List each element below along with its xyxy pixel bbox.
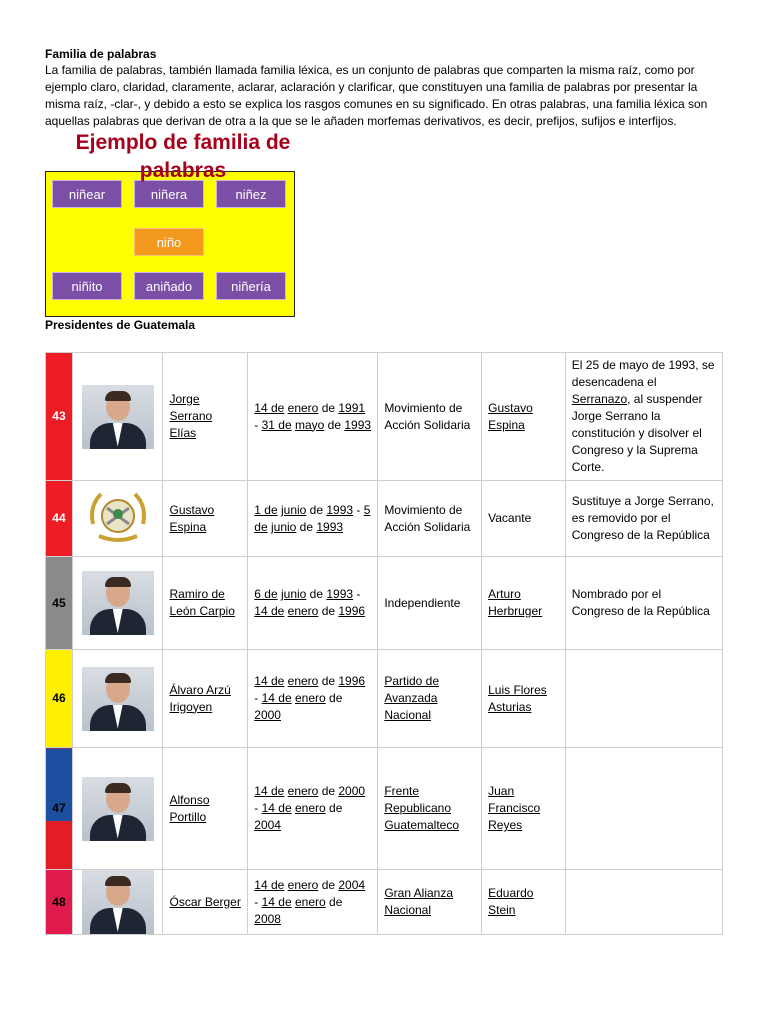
- term-dates-cell: 14 de enero de 2000 - 14 de enero de 2004: [248, 748, 378, 870]
- date-link[interactable]: junio: [280, 502, 307, 517]
- portrait-photo: [82, 571, 154, 635]
- vice-president-link[interactable]: Juan Francisco Reyes: [488, 784, 541, 832]
- date-link[interactable]: enero: [287, 604, 319, 618]
- photo-cell: [72, 481, 163, 557]
- notes-cell: [565, 748, 722, 870]
- date-link[interactable]: 14 de: [254, 784, 285, 798]
- presidents-title: Presidentes de Guatemala: [45, 318, 196, 332]
- president-name-link[interactable]: Óscar Berger: [169, 894, 241, 909]
- date-link[interactable]: enero: [287, 784, 319, 798]
- notes-text: Sustituye a Jorge Serrano, es removido por el Congreso de la República: [571, 494, 714, 542]
- date-link[interactable]: 1 de: [254, 502, 278, 517]
- photo-cell: [72, 557, 163, 650]
- party-cell: [378, 870, 482, 935]
- term-dates-cell: 14 de enero de 1991 - 31 de mayo de 1993: [248, 353, 378, 481]
- table-row: [46, 557, 723, 650]
- term-dates-cell: 6 de junio de 1993 - 14 de enero de 1996: [248, 557, 378, 650]
- year-link[interactable]: 1996: [338, 674, 366, 688]
- date-link[interactable]: 5 de: [254, 502, 371, 534]
- intro-paragraph: La familia de palabras, también llamada familia léxica, es un conjunto de palabras que comparten la misma raíz, como por ejemplo claro, claridad, claramente, aclarar, aclaración y clarificar, que constituyen una familia de palabras por presentar la misma raíz, -clar-, y debido a esto se explica los rasgos comunes en su significado. En otras palabras, una familia léxica son aquellas palabras que derivan de otra a la que se le añaden morfemas derivativos, es decir, prefijos, sufijos e interfijos.: [45, 63, 708, 128]
- year-link[interactable]: 1993: [316, 519, 344, 534]
- word-chip: niñear: [52, 180, 122, 208]
- vice-president-link[interactable]: Gustavo Espina: [488, 400, 533, 432]
- party-link[interactable]: Frente Republicano Guatemalteco: [384, 784, 460, 832]
- party-text: Independiente: [384, 595, 461, 610]
- portrait-photo: [82, 667, 154, 731]
- year-link[interactable]: 2004: [254, 818, 281, 832]
- year-link[interactable]: 1996: [338, 604, 366, 618]
- date-link[interactable]: enero: [295, 801, 326, 815]
- party-link[interactable]: Partido de Avanzada Nacional: [384, 674, 440, 722]
- vice-president-cell: [482, 557, 566, 650]
- year-link[interactable]: 1993: [344, 417, 372, 432]
- date-link[interactable]: 14 de: [254, 604, 285, 618]
- party-text: Movimiento de Acción Solidaria: [384, 400, 471, 432]
- party-cell: [378, 748, 482, 870]
- date-link[interactable]: 14 de: [261, 801, 292, 815]
- date-link[interactable]: junio: [270, 519, 297, 534]
- year-link[interactable]: 1991: [338, 400, 366, 415]
- term-number-cell: 46: [46, 650, 73, 748]
- portrait-photo: [82, 870, 154, 934]
- vice-president-cell: [482, 650, 566, 748]
- president-name-cell: [163, 748, 248, 870]
- portrait-photo: [82, 777, 154, 841]
- president-name-cell: [163, 557, 248, 650]
- section-heading: Familia de palabras: [45, 47, 157, 61]
- portrait-photo: [82, 385, 154, 449]
- notes-cell: [565, 557, 722, 650]
- year-link[interactable]: 2000: [338, 784, 366, 798]
- notes-cell: [565, 353, 722, 481]
- notes-cell: [565, 870, 722, 935]
- date-link[interactable]: 31 de: [261, 417, 292, 432]
- vice-president-link[interactable]: Eduardo Stein: [488, 886, 534, 917]
- notes-text: Nombrado por el Congreso de la República: [571, 587, 710, 618]
- word-chip: niñito: [52, 272, 122, 300]
- word-chip: niñería: [216, 272, 286, 300]
- vice-president-cell: [482, 353, 566, 481]
- notes-text: El 25 de mayo de 1993, se desencadena el: [571, 358, 715, 389]
- word-chip: aniñado: [134, 272, 204, 300]
- president-name-link[interactable]: Ramiro de León Carpio: [169, 587, 235, 618]
- presidents-table: [45, 352, 723, 935]
- notes-cell: [565, 650, 722, 748]
- party-cell: [378, 481, 482, 557]
- president-name-cell: [163, 481, 248, 557]
- date-link[interactable]: mayo: [295, 417, 325, 432]
- party-text: Movimiento de Acción Solidaria: [384, 502, 471, 534]
- table-row: [46, 353, 723, 481]
- year-link[interactable]: 2004: [338, 877, 366, 892]
- date-link[interactable]: enero: [287, 674, 319, 688]
- year-link[interactable]: 2000: [254, 708, 281, 722]
- party-cell: [378, 353, 482, 481]
- president-name-link[interactable]: Gustavo Espina: [169, 502, 215, 534]
- photo-cell: [72, 748, 163, 870]
- term-dates-cell: 14 de enero de 2004 - 14 de enero de 2008: [248, 870, 378, 935]
- date-link[interactable]: 6 de: [254, 587, 278, 601]
- president-name-link[interactable]: Alfonso Portillo: [169, 792, 210, 824]
- year-link[interactable]: 2008: [254, 911, 281, 926]
- vice-president-cell: [482, 481, 566, 557]
- date-link[interactable]: enero: [295, 894, 326, 909]
- vice-president-cell: [482, 870, 566, 935]
- date-link[interactable]: enero: [295, 691, 326, 705]
- date-link[interactable]: 14 de: [254, 400, 285, 415]
- year-link[interactable]: 1993: [326, 587, 354, 601]
- term-dates-cell: 1 de junio de 1993 - 5 de junio de 1993: [248, 481, 378, 557]
- vice-president-link[interactable]: Arturo Herbruger: [488, 587, 543, 618]
- photo-cell: [72, 870, 163, 935]
- date-link[interactable]: junio: [280, 587, 307, 601]
- document-body: [45, 46, 725, 333]
- notes-link[interactable]: Serranazo: [571, 392, 628, 406]
- date-link[interactable]: 14 de: [261, 894, 292, 909]
- year-link[interactable]: 1993: [326, 502, 354, 517]
- president-name-cell: [163, 353, 248, 481]
- date-link[interactable]: 14 de: [254, 674, 285, 688]
- date-link[interactable]: 14 de: [254, 877, 285, 892]
- table-row: [46, 748, 723, 870]
- photo-cell: [72, 650, 163, 748]
- figure-title: Ejemplo de familia de palabras: [75, 131, 291, 182]
- vice-president-link[interactable]: Luis Flores Asturias: [488, 682, 547, 714]
- term-number-cell: 44: [46, 481, 73, 557]
- vice-president-text: Vacante: [488, 511, 532, 525]
- term-number-cell: 45: [46, 557, 73, 650]
- date-link[interactable]: enero: [287, 400, 319, 415]
- table-row: [46, 481, 723, 557]
- president-name-link[interactable]: Jorge Serrano Elías: [169, 392, 213, 440]
- date-link[interactable]: 14 de: [261, 691, 292, 705]
- notes-cell: [565, 481, 722, 557]
- party-cell: [378, 557, 482, 650]
- party-link[interactable]: Gran Alianza Nacional: [384, 886, 454, 917]
- term-number-cell: 47: [46, 748, 73, 870]
- coat-of-arms-icon: [85, 484, 151, 548]
- party-cell: [378, 650, 482, 748]
- term-number-cell: 48: [46, 870, 73, 935]
- president-name-cell: [163, 650, 248, 748]
- president-name-cell: [163, 870, 248, 935]
- president-name-link[interactable]: Álvaro Arzú Irigoyen: [169, 682, 231, 714]
- table-row: [46, 870, 723, 935]
- photo-cell: [72, 353, 163, 481]
- vice-president-cell: [482, 748, 566, 870]
- word-chip: niñez: [216, 180, 286, 208]
- word-family-box: [45, 171, 295, 317]
- date-link[interactable]: enero: [287, 877, 319, 892]
- notes-text: , al suspender Jorge Serrano la constitución y disolver el Congreso y la Suprema Corte.: [571, 392, 703, 474]
- term-number-cell: 43: [46, 353, 73, 481]
- root-word-chip: niño: [134, 228, 204, 256]
- table-row: [46, 650, 723, 748]
- word-chip: niñera: [134, 180, 204, 208]
- term-dates-cell: 14 de enero de 1996 - 14 de enero de 2000: [248, 650, 378, 748]
- word-family-figure: [45, 131, 295, 315]
